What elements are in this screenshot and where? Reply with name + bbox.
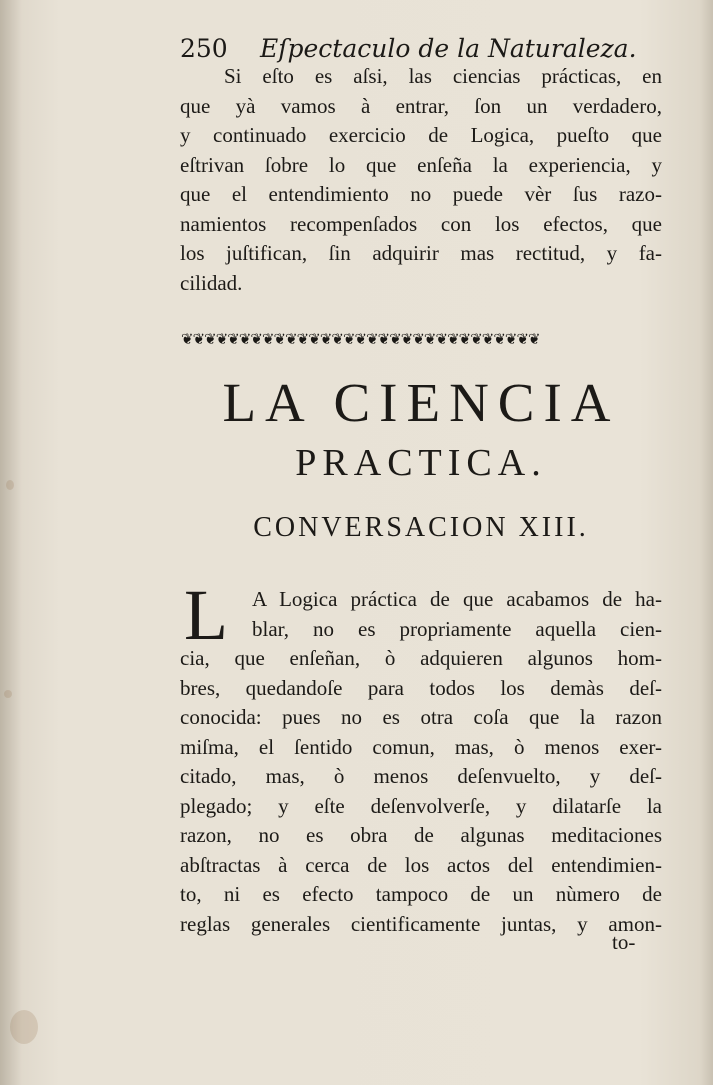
text-line: to, ni es efecto tampoco de un nùmero de	[180, 882, 662, 906]
foxing-stain	[6, 480, 14, 490]
foxing-stain	[10, 1010, 38, 1044]
text-line: Si eſto es aſsi, las ciencias prácticas, en	[224, 64, 662, 88]
ornamental-rule: ❦❦❦❦❦❦❦❦❦❦❦❦❦❦❦❦❦❦❦❦❦❦❦❦❦❦❦❦❦❦❦	[181, 330, 540, 348]
text-line: conocida: pues no es otra coſa que la razon	[180, 705, 662, 729]
paragraph-continued	[180, 62, 662, 298]
catchword: to-	[612, 930, 636, 954]
text-line: citado, mas, ò menos deſenvuelto, y deſ-	[180, 764, 662, 788]
chapter-title: LA CIENCIA	[222, 372, 620, 433]
text-line: miſma, el ſentido comun, mas, ò menos exer-	[180, 734, 662, 759]
running-title: Eſpectaculo de la Naturaleza.	[260, 34, 637, 63]
text-line: abſtractas à cerca de los actos del entendimien-	[180, 852, 662, 877]
text-line: bres, quedandoſe para todos los demàs deſ-	[180, 675, 662, 700]
text-line: plegado; y eſte deſenvolverſe, y dilatarſe la	[180, 793, 662, 818]
text-line: razon, no es obra de algunas meditaciones	[180, 823, 662, 847]
text-line: cilidad.	[180, 270, 243, 295]
text-line: namientos recompenſados con los efectos, que	[180, 211, 662, 236]
text-line: que yà vamos à entrar, ſon un verdadero,	[180, 93, 662, 118]
text-line: blar, no es propriamente aquella cien-	[252, 616, 662, 641]
chapter-subtitle: PRACTICA.	[295, 442, 547, 484]
drop-cap: L	[184, 575, 228, 655]
text-line: que el entendimiento no puede vèr ſus razo-	[180, 182, 662, 206]
foxing-stain	[4, 690, 12, 698]
text-line: A Logica práctica de que acabamos de ha-	[252, 587, 662, 611]
conversation-heading: CONVERSACION XIII.	[253, 512, 589, 543]
page-number: 250	[180, 34, 228, 63]
text-line: reglas generales cientificamente juntas, y amon-	[180, 911, 662, 936]
text-line: los juſtifican, ſin adquirir mas rectitud, y fa-	[180, 241, 662, 265]
text-line: cia, que enſeñan, ò adquieren algunos hom-	[180, 646, 662, 670]
text-line: eſtrivan ſobre lo que enſeña la experiencia, y	[180, 152, 662, 177]
paragraph-main	[180, 575, 662, 939]
text-line: y continuado exercicio de Logica, pueſto que	[180, 123, 662, 147]
